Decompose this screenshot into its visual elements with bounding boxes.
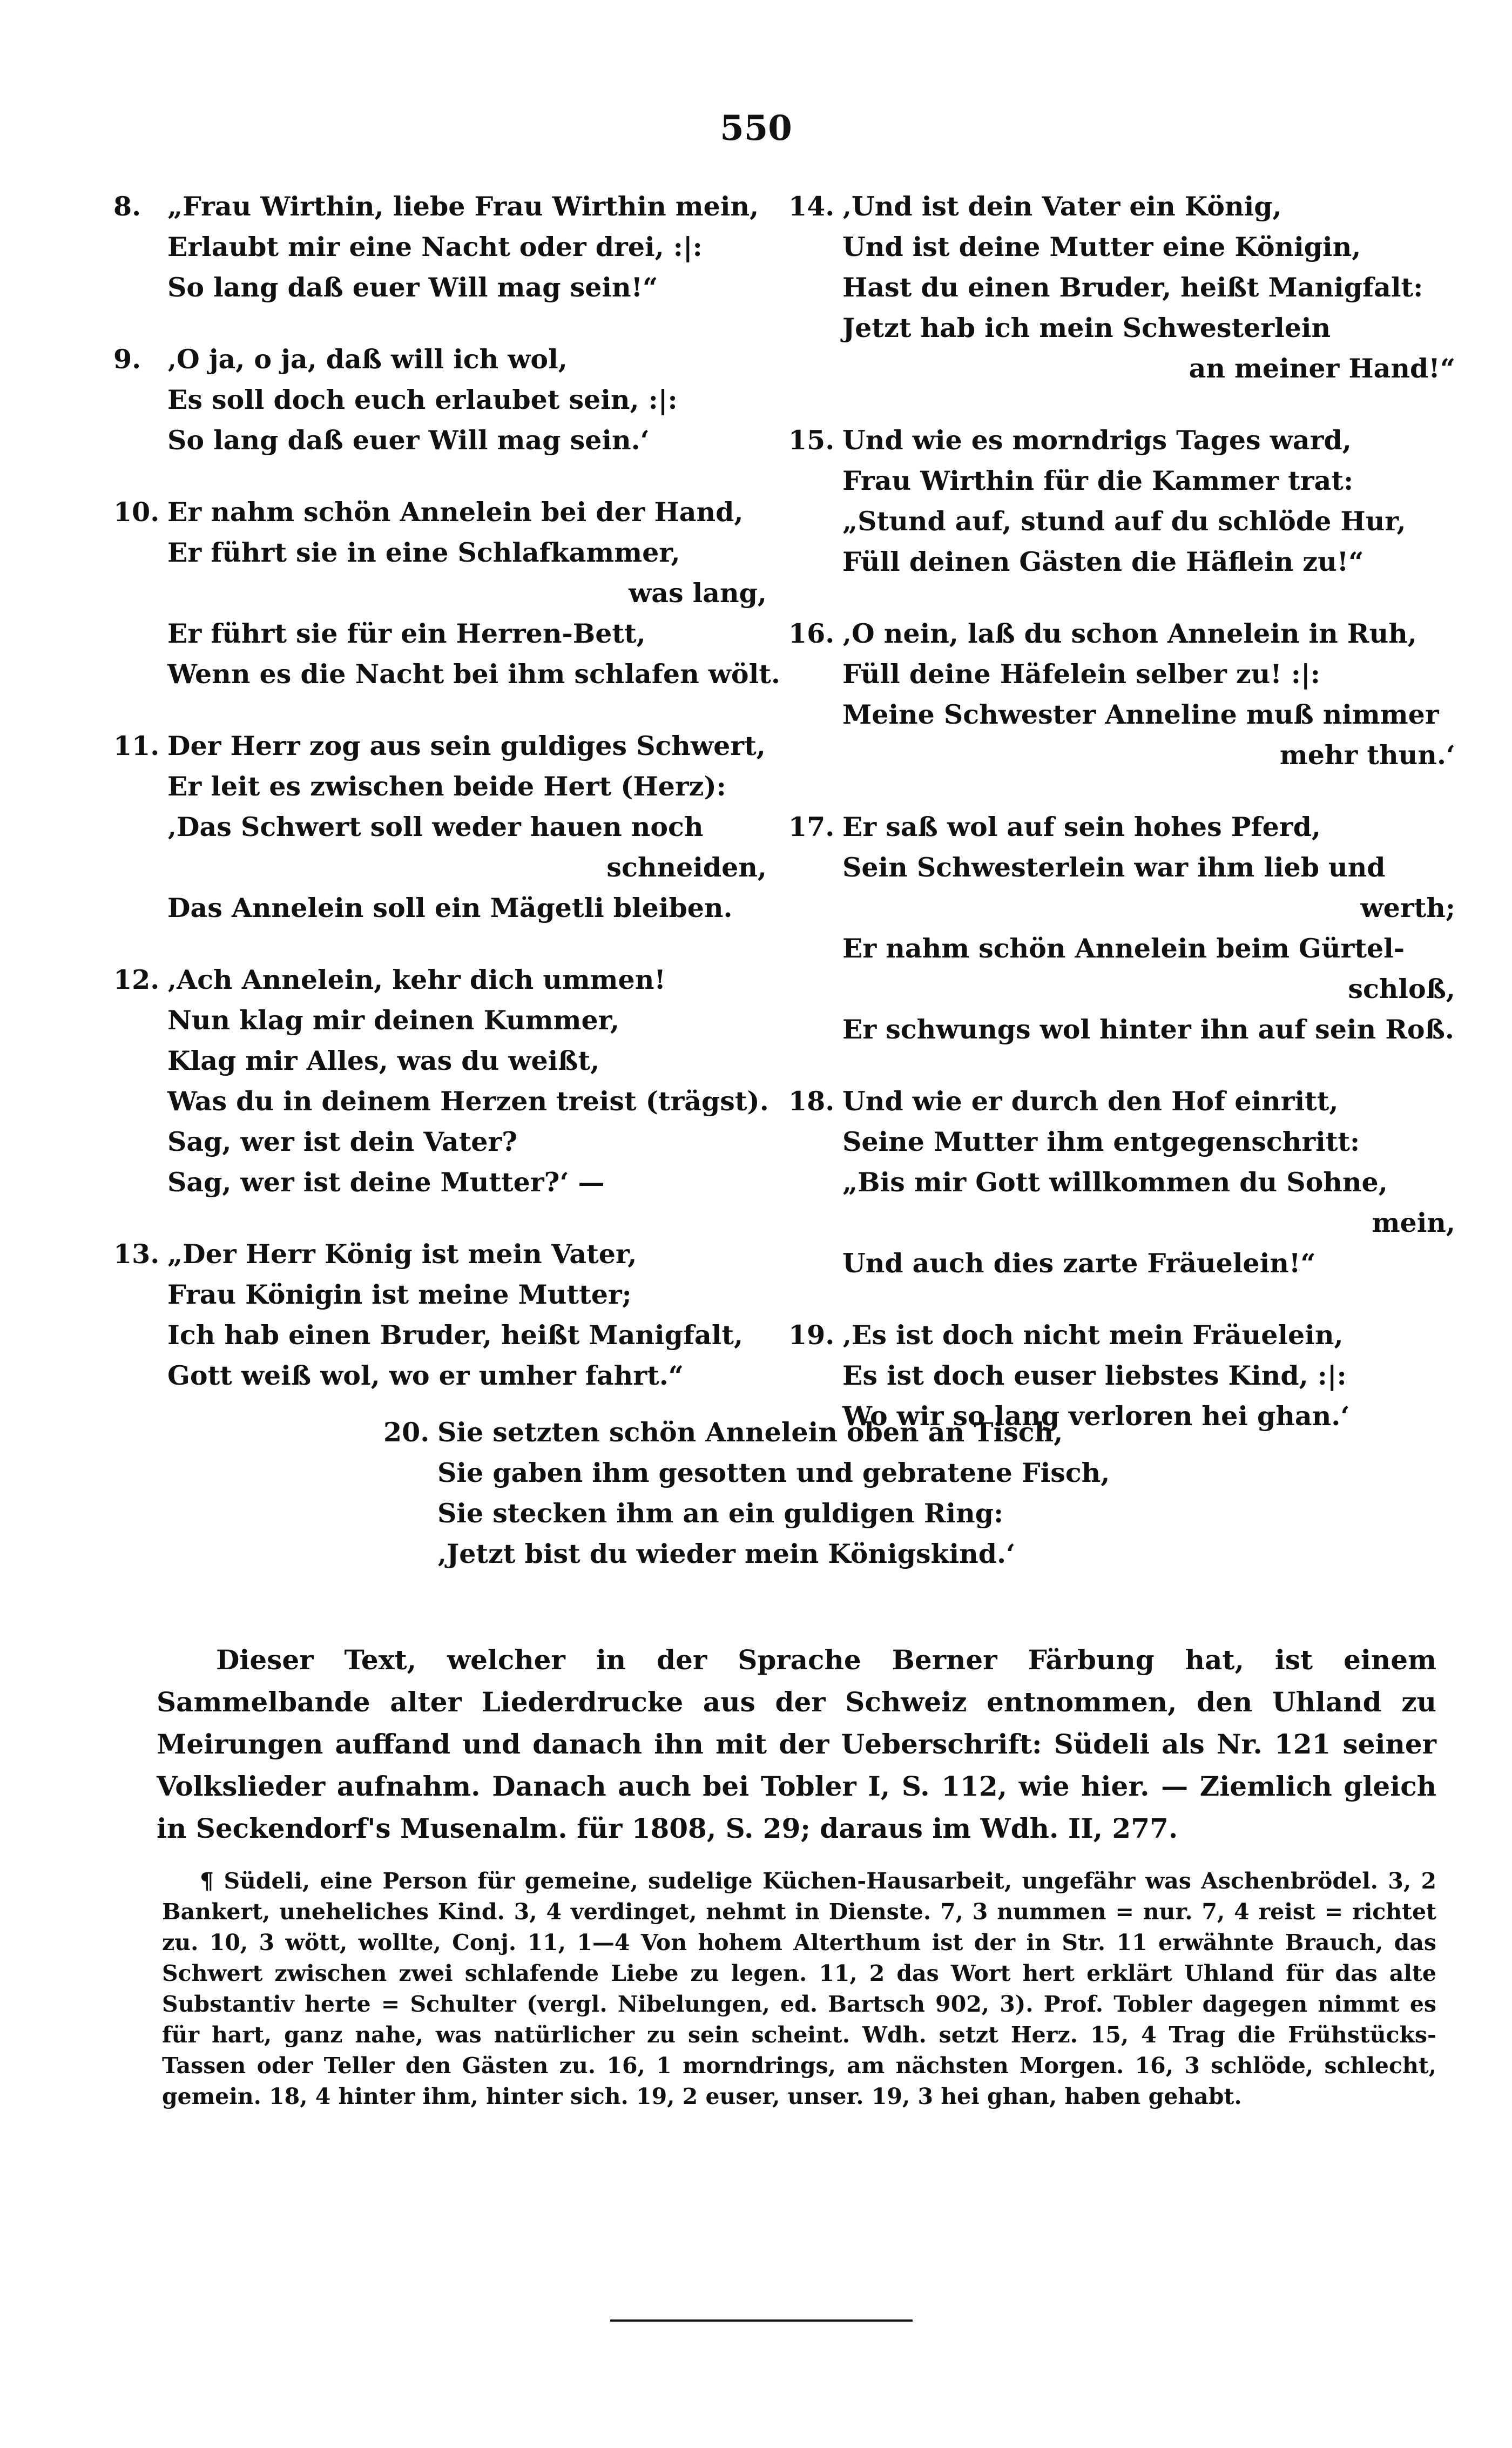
verse-line: So lang daß euer Will mag sein!“	[167, 272, 658, 303]
verse-line: Und auch dies zarte Fräuelein!“	[842, 1247, 1316, 1279]
stanza-8	[113, 186, 767, 308]
verse-line: Er leit es zwischen beide Hert (Herz):	[167, 771, 726, 802]
verse-line-continuation: schneiden,	[606, 852, 767, 883]
verse-line: Wo wir so lang verloren hei ghan.‘	[842, 1400, 1350, 1432]
page-number: 550	[720, 108, 792, 149]
editorial-note-text: Dieser Text, welcher in der Sprache Berner Färbung hat, ist einem Sammelbande alter Liederdrucke aus der Schweiz entnommen, den Uhland zu Meirungen auffand und danach ihn mit der Ueberschrift: Südeli als Nr. 121 seiner Volkslieder aufnahm. Danach auch bei Tobler I, S. 112, wie hier. — Ziemlich gleich in Seckendorf's Musenalm. für 1808, S. 29; daraus im Wdh. II, 277.	[157, 1644, 1436, 1844]
stanza-9	[113, 339, 767, 461]
verse-line: Seine Mutter ihm entgegenschritt:	[842, 1126, 1360, 1157]
verse-line: ‚O ja, o ja, daß will ich wol,	[167, 343, 568, 375]
stanza-number: 17.	[788, 811, 835, 842]
stanza-number: 9.	[113, 343, 141, 375]
verse-line: Er führt sie in eine Schlafkammer,	[167, 537, 680, 568]
verse-line-continuation: an meiner Hand!“	[1189, 353, 1455, 384]
verse-line: Der Herr zog aus sein guldiges Schwert,	[167, 730, 766, 761]
verse-line: Er nahm schön Annelein beim Gürtel-	[842, 933, 1405, 964]
verse-line: Frau Königin ist meine Mutter;	[167, 1279, 632, 1310]
verse-line: Sie gaben ihm gesotten und gebratene Fisch,	[437, 1457, 1110, 1488]
verse-line: Füll deine Häfelein selber zu! :|:	[842, 658, 1320, 690]
verse-line: Jetzt hab ich mein Schwesterlein	[842, 312, 1331, 343]
stanza-14	[788, 186, 1455, 389]
stanza-15	[788, 420, 1455, 582]
stanza-number: 19.	[788, 1319, 835, 1351]
verse-line: Sie stecken ihm an ein guldigen Ring:	[437, 1498, 1004, 1529]
verse-line: Er nahm schön Annelein bei der Hand,	[167, 496, 744, 528]
verse-line: Er schwungs wol hinter ihn auf sein Roß.	[842, 1014, 1454, 1045]
verse-line: Sag, wer ist deine Mutter?‘ —	[167, 1166, 605, 1198]
verse-line: Er saß wol auf sein hohes Pferd,	[842, 811, 1321, 842]
stanza-18	[788, 1081, 1455, 1284]
verse-line: Frau Wirthin für die Kammer trat:	[842, 465, 1354, 496]
verse-line: Was du in deinem Herzen treist (trägst).	[167, 1085, 769, 1117]
verse-line: Füll deinen Gästen die Häflein zu!“	[842, 546, 1364, 577]
stanza-13	[113, 1234, 767, 1396]
verse-line: Er führt sie für ein Herren-Bett,	[167, 618, 646, 649]
verse-line: Gott weiß wol, wo er umher fahrt.“	[167, 1360, 684, 1391]
verse-line: Sein Schwesterlein war ihm lieb und	[842, 852, 1386, 883]
verse-line: So lang daß euer Will mag sein.‘	[167, 424, 650, 456]
verse-line: Sag, wer ist dein Vater?	[167, 1126, 517, 1157]
verse-line: Sie setzten schön Annelein oben an Tisch,	[437, 1417, 1063, 1448]
verse-line: Es ist doch euser liebstes Kind, :|:	[842, 1360, 1347, 1391]
stanza-number: 20.	[383, 1417, 430, 1448]
stanza-number: 16.	[788, 618, 835, 649]
stanza-11	[113, 726, 767, 928]
verse-line: Erlaubt mir eine Nacht oder drei, :|:	[167, 231, 703, 262]
right-column	[788, 186, 1455, 1468]
left-column	[113, 186, 780, 1427]
stanza-number: 12.	[113, 964, 160, 995]
verse-line: Es soll doch euch erlaubet sein, :|:	[167, 384, 678, 415]
verse-line: Meine Schwester Anneline muß nimmer	[842, 699, 1439, 730]
verse-line: „Bis mir Gott willkommen du Sohne,	[842, 1166, 1388, 1198]
verse-line: ‚Das Schwert soll weder hauen noch	[167, 811, 704, 842]
verse-line: Und wie es morndrigs Tages ward,	[842, 424, 1352, 456]
footnotes-text: ¶ Südeli, eine Person für gemeine, sudelige Küchen-Hausarbeit, ungefähr was Aschenbrödel. 3, 2 Bankert, uneheliches Kind. 3, 4 verdinget, nehmt in Dienste. 7, 3 nummen = nur. 7, 4 reist = richtet zu. 10, 3 wött, wollte, Conj. 11, 1—4 Von hohem Alterthum ist der in Str. 11 erwähnte Brauch, das Schwert zwischen zwei schlafende Liebe zu legen. 11, 2 das Wort hert erklärt Uhland für das alte Substantiv herte = Schulter (vergl. Nibelungen, ed. Bartsch 902, 3). Prof. Tobler dagegen nimmt es für hart, ganz nahe, was natürlicher zu sein scheint. Wdh. setzt Herz. 15, 4 Trag die Frühstücks-Tassen oder Teller den Gästen zu. 16, 1 morndrings, am nächsten Morgen. 16, 3 schlöde, schlecht, gemein. 18, 4 hinter ihm, hinter sich. 19, 2 euser, unser. 19, 3 hei ghan, haben gehabt.	[162, 1868, 1436, 2109]
stanza-number: 8.	[113, 191, 141, 222]
verse-line: Klag mir Alles, was du weißt,	[167, 1045, 600, 1076]
closing-rule	[610, 2319, 913, 2322]
editorial-note	[157, 1639, 1436, 1850]
verse-line: „Stund auf, stund auf du schlöde Hur,	[842, 505, 1406, 537]
verse-line: Ich hab einen Bruder, heißt Manigfalt,	[167, 1319, 744, 1351]
verse-line: ‚Es ist doch nicht mein Fräuelein,	[842, 1319, 1344, 1351]
stanza-number: 10.	[113, 496, 160, 528]
verse-line: Hast du einen Bruder, heißt Manigfalt:	[842, 272, 1423, 303]
verse-line: ‚Und ist dein Vater ein König,	[842, 191, 1282, 222]
verse-line: Nun klag mir deinen Kummer,	[167, 1004, 619, 1036]
stanza-number: 11.	[113, 730, 160, 761]
verse-line-continuation: mein,	[1372, 1207, 1455, 1238]
stanza-number: 18.	[788, 1085, 835, 1117]
verse-line: ‚O nein, laß du schon Annelein in Ruh,	[842, 618, 1417, 649]
stanza-17	[788, 807, 1455, 1050]
verse-line: Und wie er durch den Hof einritt,	[842, 1085, 1339, 1117]
stanza-10	[113, 492, 780, 694]
verse-line: ‚Jetzt bist du wieder mein Königskind.‘	[437, 1538, 1016, 1569]
verse-line: Das Annelein soll ein Mägetli bleiben.	[167, 892, 733, 923]
stanza-20	[383, 1412, 1247, 1574]
verse-line-continuation: schloß,	[1348, 973, 1455, 1004]
verse-line: Wenn es die Nacht bei ihm schlafen wölt.	[167, 658, 780, 690]
verse-line: Und ist deine Mutter eine Königin,	[842, 231, 1361, 262]
verse-line: „Frau Wirthin, liebe Frau Wirthin mein,	[167, 191, 759, 222]
stanza-16	[788, 613, 1455, 775]
footnotes	[162, 1866, 1436, 2112]
verse-line-continuation: mehr thun.‘	[1279, 739, 1455, 771]
stanza-number: 14.	[788, 191, 835, 222]
verse-line: ‚Ach Annelein, kehr dich ummen!	[167, 964, 666, 995]
stanza-number: 15.	[788, 424, 835, 456]
stanza-12	[113, 960, 767, 1203]
stanza-number: 13.	[113, 1238, 160, 1270]
verse-line-continuation: was lang,	[629, 577, 767, 609]
verse-line-continuation: werth;	[1360, 892, 1455, 923]
verse-line: „Der Herr König ist mein Vater,	[167, 1238, 637, 1270]
